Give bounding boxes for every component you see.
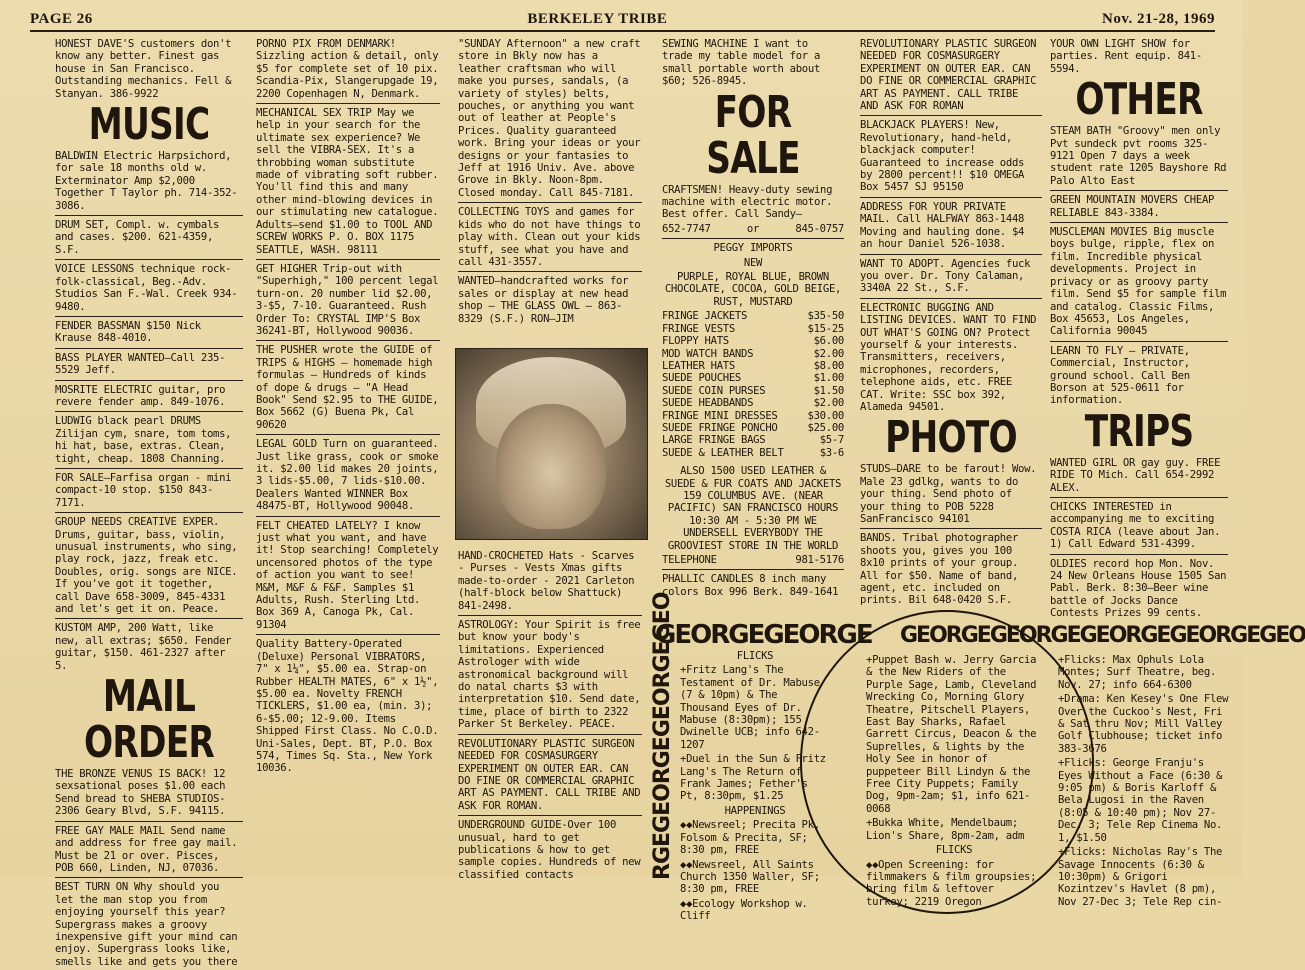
classified-ad: THE PUSHER wrote the GUIDE of TRIPS & HIGHS — homemade high formulas — Hundreds of kinds of dope & drugs — "A Head Book" Send $2.95 to THE GUIDE, Box 5662 (G) Buena Pk, Cal 90620 — [256, 344, 439, 431]
store-info: ALSO 1500 USED LEATHER & SUEDE & FUR COATS AND JACKETS 159 COLUMBUS AVE. (NEAR PACIFIC) SAN FRANCISCO HOURS 10:30 AM - 5:30 PM WE UNDERSELL EVERYBODY THE GROOVIEST STORE IN THE WORLD — [664, 465, 842, 552]
phone-or: or — [746, 222, 760, 235]
classified-ad: PHALLIC CANDLES 8 inch many colors Box 996 Berk. 849-1641 — [662, 573, 839, 598]
classified-ad: THE BRONZE VENUS IS BACK! 12 sexsational poses $1.00 each Send bread to SHEBA STUDIOS-2306 Geary Blvd, S.F. 94115. — [55, 768, 226, 818]
listing-item: +Fritz Lang's The Testament of Dr. Mabuse (7 & 10pm) & The Thousand Eyes of Dr. Mabuse (8:30pm); 155 Dwinelle UCB; info 642-1207 — [680, 664, 820, 751]
price-row: SUEDE & LEATHER BELT $3-6 — [662, 446, 844, 459]
classified-ad: "SUNDAY Afternoon" a new craft store in Bkly now has a leather craftsman who will make you purses, sandals, (a variety of styles) belts, pouches, or anything you want out of leather at People's Prices. Quality guaranteed work. Bring your ideas or your designs or your fantasies to Jeff at 1916 Univ. Ave. above Grove in Bkly. Noon-8pm. Closed monday. Call 845-7181. — [458, 38, 641, 199]
classified-ad: BANDS. Tribal photographer shoots you, gives you 100 8x10 prints of your group. All for $50. Name of band, agent, etc. included on prints. Bil 648-0420 S.F. — [860, 532, 1019, 607]
classified-ad: CHICKS INTERESTED in accompanying me to exciting COSTA RICA (leave about Jan. 1) Call Edward 531-4399. — [1050, 500, 1221, 551]
price-row: FLOPPY HATS $6.00 — [662, 335, 844, 348]
child-photo — [455, 348, 648, 540]
classified-ad: GET HIGHER Trip-out with "Superhigh," 100 percent legal turn-on. 20 number lid $2.00, 3-$5, 7-10. Guaranteed. Rush Order To: CRYSTAL IMP'S Box 36241-BT, Hollywood 90036. — [256, 262, 439, 337]
classified-ad: DRUM SET, Compl. w. cymbals and cases. $200. 621-4359, S.F. — [55, 219, 220, 256]
column-3-lower — [458, 550, 642, 883]
classified-ad: MOSRITE ELECTRIC guitar, pro revere fender amp. 849-1076. — [55, 383, 226, 408]
classified-ad: LEARN TO FLY — PRIVATE, Commercial, Instructor, ground school. Call Ben Borson at 525-0611 for information. — [1050, 344, 1190, 407]
column-5 — [860, 38, 1042, 609]
classified-ad: OLDIES record hop Mon. Nov. 24 New Orleans House 1505 San Pabl. Berk. 8:30—Beer wine battle of Jocks Dance Contests Prizes 99 cents. — [1050, 557, 1227, 620]
george-banner-2: GEORGEGEORGEGEORGEGEORGEGEO — [900, 623, 1305, 648]
price-row: FRINGE MINI DRESSES $30.00 — [662, 409, 844, 422]
classified-ad: UNDERGROUND GUIDE-Over 100 unusual, hard to get publications & how to get sample copies. Hundreds of new classified contacts — [458, 819, 641, 881]
listing-item: +Duel in the Sun & Fritz Lang's The Return of Frank James; Fether's Pt, 8:30pm, $1.25 — [680, 753, 826, 803]
classified-ad: YOUR OWN LIGHT SHOW for parties. Rent equip. 841-5594. — [1050, 38, 1202, 75]
price-row: FRINGE JACKETS $35-50 — [662, 310, 844, 323]
classified-ad: ADDRESS FOR YOUR PRIVATE MAIL. Call HALFWAY 863-1448 Moving and hauling done. $4 an hour Daniel 526-1038. — [860, 200, 1025, 251]
price-row: SUEDE COIN PURSES $1.50 — [662, 384, 844, 397]
classified-ad: FOR SALE—Farfisa organ - mini compact-10 stop. $150 843-7171. — [55, 471, 232, 509]
section-heading-photo: PHOTO — [885, 412, 1017, 464]
listing-item: ◆◆Ecology Workshop w. Cliff — [680, 897, 808, 923]
price-row: LARGE FRINGE BAGS $5-7 — [662, 434, 844, 447]
listing-heading: HAPPENINGS — [724, 804, 786, 817]
classified-ad: LUDWIG black pearl DRUMS Zilijan cym, snare, tom toms, hi hat, base, extras. Clean, tight, cheap. 1808 Channing. — [55, 415, 232, 465]
classified-ad: REVOLUTIONARY PLASTIC SURGEON NEEDED FOR COSMASURGERY EXPERIMENT ON OUTER EAR. CAN DO FINE OR COMMERCIAL GRAPHIC ART AS PAYMENT. CALL TRIBE AND ASK FOR ROMAN — [860, 38, 1037, 113]
classified-ad: HONEST DAVE'S customers don't know any better. Finest gas house in San Francisco. Outstanding mechanics. Fell & Stanyan. 386-9922 — [55, 38, 232, 100]
listing-item: ◆◆Newsreel, All Saints Church 1350 Waller, SF; 8:30 pm, FREE — [680, 858, 820, 896]
page-number: PAGE 26 — [30, 10, 93, 27]
classified-ad: VOICE LESSONS technique rock-folk-classical, Beg.-Adv. Studios San F.-Wal. Creek 934-9480. — [55, 263, 238, 313]
store-name: PEGGY IMPORTS — [713, 242, 793, 255]
classified-ad: WANT TO ADOPT. Agencies fuck you over. Dr. Tony Calaman, 3340A 22 St., S.F. — [860, 257, 1031, 295]
classified-ad: WANTED—handcrafted works for sales or display at new head shop — THE GLASS OWL — 863-8329 (S.F.) RON—JIM — [458, 275, 629, 325]
listing-item: ◆◆Newsreel; Precita Pk, Folsom & Precita, SF; 8:30 pm, FREE — [680, 819, 820, 857]
column-2 — [256, 38, 440, 777]
column-4 — [662, 38, 844, 600]
classified-ad: MUSCLEMAN MOVIES Big muscle boys bulge, ripple, flex on film. Incredible physical developments. Project in privacy or as groovy party film. Send $5 for sample film and catalog. Classic Films, Box 45653, Los Angeles, California 90045 — [1050, 226, 1227, 338]
price-row: FRINGE VESTS $15-25 — [662, 322, 844, 335]
issue-date: Nov. 21-28, 1969 — [1102, 10, 1215, 27]
masthead — [30, 8, 1215, 32]
price-row: SUEDE HEADBANDS $2.00 — [662, 397, 844, 410]
listing-item: +Bukka White, Mendelbaum; Lion's Share, 8pm-2am, adm — [866, 817, 1025, 842]
classified-ad: FELT CHEATED LATELY? I know just what you want, and have it! Stop searching! Completely uncensored photos of the type of action you want to see! M&M, M&F & F&F. Samples $1 Adults, Rush. Sterling Ltd. Box 369 A, Canoga Pk, Cal. 91304 — [256, 519, 439, 631]
classified-ad: GREEN MOUNTAIN MOVERS CHEAP RELIABLE 843-3384. — [1050, 194, 1215, 219]
listing-heading: FLICKS — [935, 844, 973, 857]
listing-heading: FLICKS — [736, 650, 774, 662]
classified-ad: FENDER BASSMAN $150 Nick Krause 848-4010. — [55, 319, 201, 345]
listing-item: ◆◆Open Screening: for filmmakers & film groupsies; bring film & leftover turkey; 2219 Oregon — [866, 858, 1037, 908]
classified-ad: BEST TURN ON Why should you let the man stop you from enjoying yourself this year? Supergrass makes a groovy inexpensive gift your mind can enjoy. Supergrass looks like, smells like and gets you there — [55, 881, 238, 968]
classified-ad: WANTED GIRL OR gay guy. FREE RIDE TO Mich. Call 654-2992 ALEX. — [1050, 456, 1221, 494]
classified-ad: GROUP NEEDS CREATIVE EXPER. Drums, guitar, bass, violin, unusual instruments, who sing, play rock, jazz, freak etc. Doubles, orig. songs are NICE. If you've got it together, call Dave 658-3009, 845-4331 and let's get it on. Peace. — [55, 516, 238, 616]
classified-ad: KUSTOM AMP, 200 Watt, like new, all extras; $650. Fender guitar, $150. 461-2327 after 5. — [55, 622, 232, 672]
classified-ad: PORNO PIX FROM DENMARK! Sizzling action & detail, only $5 for complete set of 10 pix. Scandia-Pix, Slangerupgade 19, 2200 Copenhagen N, Denmark. — [256, 38, 439, 100]
classified-ad: STUDS—DARE to be farout! Wow. Male 23 gdlkg, wants to do your thing. Send photo of your thing to POB 5228 SanFrancisco 94101 — [860, 463, 1037, 525]
phone-number: 845-0757 — [795, 222, 844, 235]
photo-face — [496, 404, 606, 529]
classified-ad: FREE GAY MALE MAIL Send name and address for free gay mail. Must be 21 or over. Pisces, POB 660, Linden, NJ, 07036. — [55, 824, 238, 874]
classified-ad: ASTROLOGY: Your Spirit is free but know your body's limitations. Experienced Astrologer with wide astronomical background will do natal charts $3 with interpretation $10. Send date, time, place of birth to 2322 Parker St Berkeley. PEACE. — [458, 619, 641, 731]
classified-ad: HAND-CROCHETED Hats - Scarves - Purses - Vests Xmas gifts made-to-order - 2021 Carleton (half-block below Shattuck) 841-2498. — [458, 550, 635, 612]
classified-ad: COLLECTING TOYS and games for kids who do not have things to play with. Clean out your kids stuff, see what you have and call 431-3557. — [458, 206, 641, 268]
section-heading-for-sale: FOR SALE — [706, 86, 800, 184]
phone-row — [662, 223, 844, 235]
section-heading-music: MUSIC — [88, 99, 210, 151]
listing-item: +Flicks: Max Ophuls Lola Montes; Surf Theatre, beg. Nov. 27; info 664-6300 — [1058, 654, 1217, 691]
classified-ad: CRAFTSMEN! Heavy-duty sewing machine with electric motor. Best offer. Call Sandy— — [662, 183, 833, 221]
classified-ad: REVOLUTIONARY PLASTIC SURGEON NEEDED FOR COSMASURGERY EXPERIMENT ON OUTER EAR. CAN DO FINE OR COMMERCIAL GRAPHIC ART AS PAYMENT. CALL TRIBE AND ASK FOR ROMAN. — [458, 737, 641, 812]
listing-item: +Flicks: Nicholas Ray's The Savage Innocents (6:30 & 10:30pm) & Grigori Kozintzev's Havlet (8 pm), Nov 27-Dec 3; Tele Rep cin- — [1058, 846, 1223, 908]
george-banner: GEORGEGEORGE — [655, 620, 872, 650]
classified-ad: LEGAL GOLD Turn on guaranteed. Just like grass, cook or smoke it. $2.00 lid makes 20 joints, 3 lids-$5.00, 7 lids-$10.00. Dealers Wanted WINNER Box 48475-BT, Hollywood 90048. — [256, 438, 439, 513]
column-3 — [458, 38, 642, 327]
price-row: MOD WATCH BANDS $2.00 — [662, 347, 844, 360]
price-row: SUEDE FRINGE PONCHO $25.00 — [662, 421, 844, 434]
telephone-label: TELEPHONE — [662, 554, 717, 566]
section-heading-other: OTHER — [1075, 74, 1203, 126]
column-6 — [1050, 38, 1228, 622]
classified-ad: BALDWIN Electric Harpsichord, for sale 18 months old w. Exterminator Amp $2,000 Together T Taylor ph. 714-352-3086. — [55, 150, 238, 212]
classified-ad: ELECTRONIC BUGGING AND LISTING DEVICES. WANT TO FIND OUT WHAT'S GOING ON? Protect yourself & your interests. Transmitters, receivers, microphones, recorders, telephone aids, etc. FREE CAT. Write: SSC box 392, Alameda 94501. — [860, 301, 1037, 413]
listing-item: +Flicks: George Franju's Eyes Without a Face (6:30 & 9:05 pm) & Boris Karloff & Bela Lugosi in the Raven (8:05 & 10:40 pm); Nov 27-Dec. 3; Tele Rep Cinema No. 1, $1.50 — [1058, 757, 1223, 844]
classified-ad: MECHANICAL SEX TRIP May we help in your search for the ultimate sex experience? We sell the VIBRA-SEX. It's a throbbing woman substitute made of vibrating soft rubber. You'll find this and many other mind-blowing devices in our stimulating new catalogue. Adults—send $1.00 to TOOL AND SCREW WORKS P. O. BOX 1175 SEATTLE, WASH. 98111 — [256, 107, 439, 256]
hand-drawn-circle — [800, 610, 1094, 914]
listing-item: +Puppet Bash w. Jerry Garcia & the New Riders of the Purple Sage, Lamb, Cleveland Wrecking Co, Morning Glory Theatre, Pitschell Players, East Bay Sharks, Rafael Garrett Circus, Deacon & the Suprelles, & lights by the Holy See in honor of puppeteer Bill Lindyn & the Free City Puppets; Family Dog, 9pm-2am; $1, info 621-0068 — [866, 654, 1037, 815]
store-new: NEW — [743, 256, 763, 269]
section-heading-mail-order: MAIL ORDER — [83, 671, 215, 769]
classified-ad: Quality Battery-Operated (Deluxe) Personal VIBRATORS, 7" x 1¼", $5.00 ea. Strap-on Rubber HEALTH MATES, 6" x 1½", $5.00 ea. Novelty FRENCH TICKLERS, $1.00 ea, (min. 3); 6-$5.00; 12-9.00. Items Shipped First Class. No C.O.D. Uni-Sales, Dept. BT, P.O. Box 574, Times Sq. Sta., New York 10036. — [256, 638, 439, 775]
section-heading-trips: TRIPS — [1084, 405, 1194, 457]
classified-ad: STEAM BATH "Groovy" men only Pvt sundeck pvt rooms 325-9121 Open 7 days a week student rate 1205 Bayshore Rd Palo Alto East — [1050, 125, 1227, 187]
store-colors: PURPLE, ROYAL BLUE, BROWN CHOCOLATE, COCOA, GOLD BEIGE, RUST, MUSTARD — [664, 271, 842, 308]
classified-ad: BLACKJACK PLAYERS! New, Revolutionary, hand-held, blackjack computer! Guaranteed to increase odds by 2800 percent!! $10 OMEGA Box 5457 SJ 95150 — [860, 119, 1025, 194]
classified-ad: SEWING MACHINE I want to trade my table model for a small portable worth about $60; 526-8945. — [662, 38, 821, 88]
classified-ad: BASS PLAYER WANTED—Call 235-5529 Jeff. — [55, 351, 226, 377]
george-vertical-banner — [650, 592, 680, 880]
paper-title: BERKELEY TRIBE — [527, 10, 668, 27]
telephone-row — [662, 554, 844, 566]
george-vertical-text: RGEGEORGEGEORGEGEO — [650, 592, 675, 880]
telephone-number: 981-5176 — [795, 554, 844, 566]
price-row: LEATHER HATS $8.00 — [662, 359, 844, 372]
listing-item: +Drama: Ken Kesey's One Flew Over the Cuckoo's Nest, Fri & Sat thru Nov; Mill Valley Golf Clubhouse; ticket info 383-3676 — [1058, 693, 1229, 755]
price-list — [662, 310, 844, 459]
price-row: SUEDE POUCHES $1.00 — [662, 372, 844, 385]
phone-number: 652-7747 — [662, 222, 711, 235]
column-1 — [55, 38, 243, 970]
